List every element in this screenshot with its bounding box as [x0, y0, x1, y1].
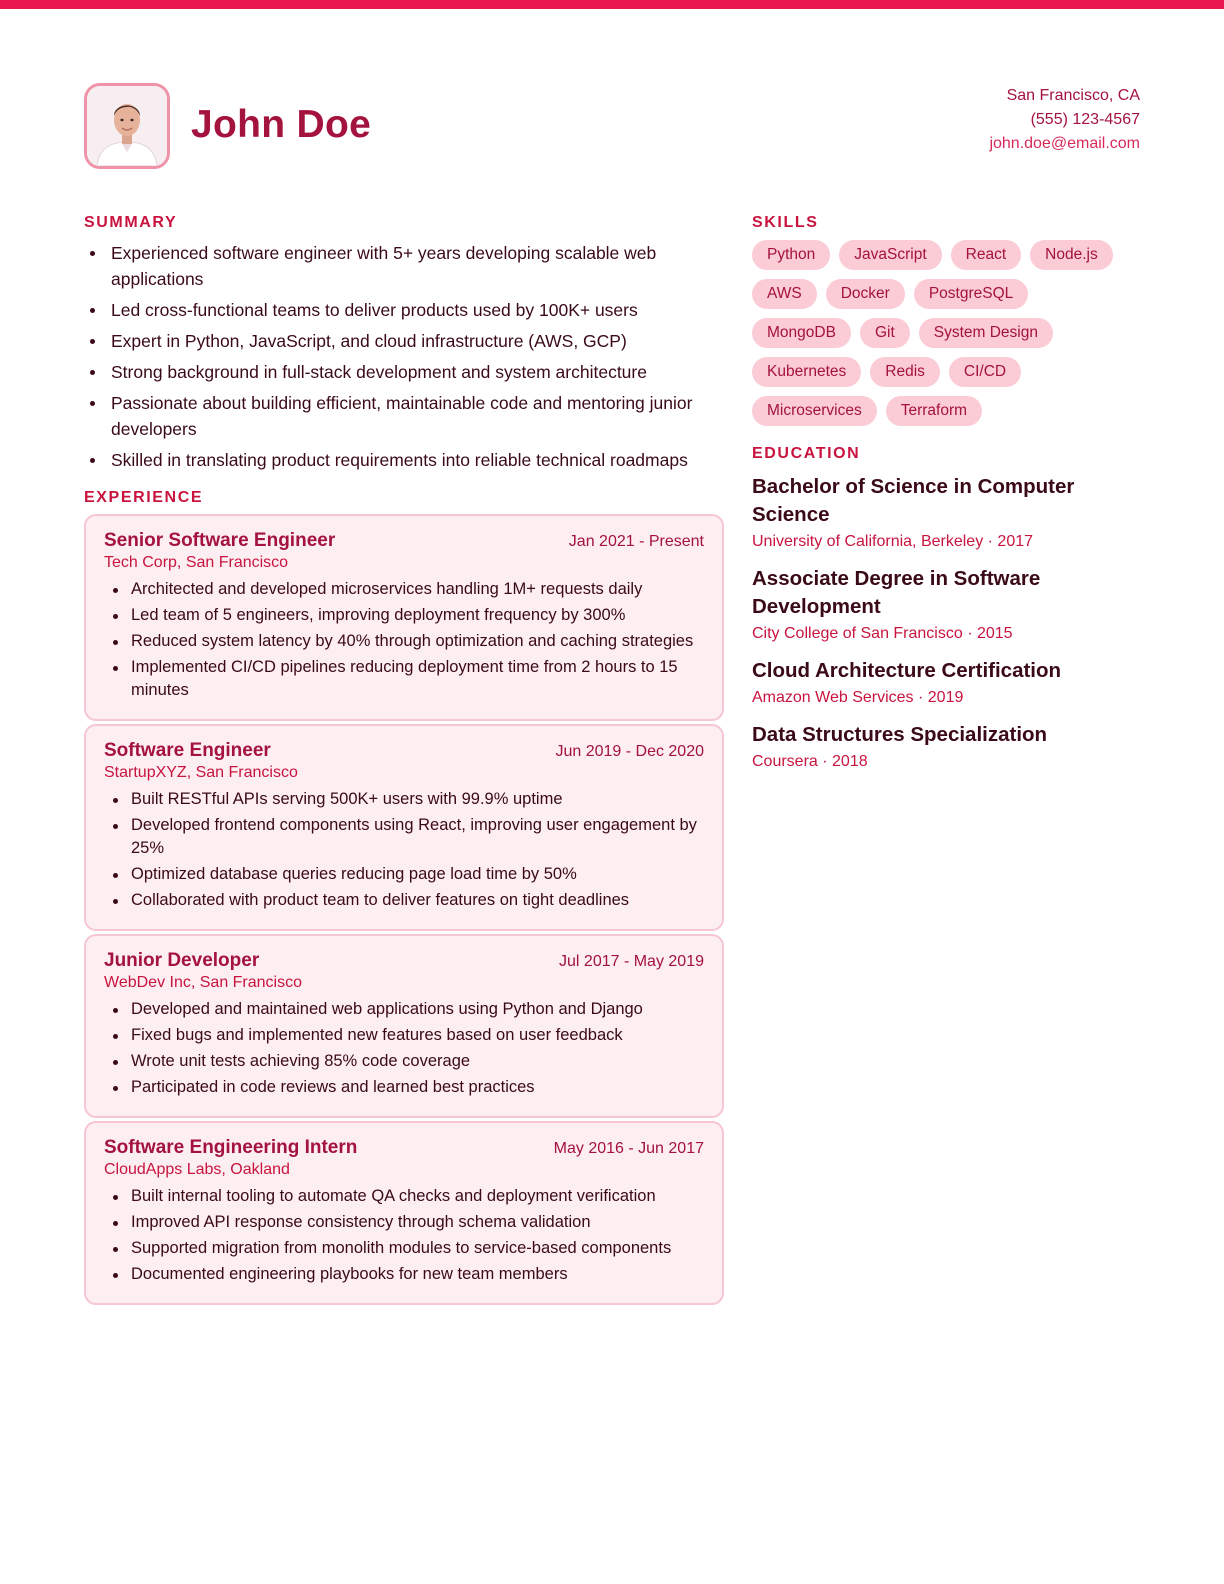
job-dates: May 2016 - Jun 2017 — [553, 1140, 704, 1157]
job-company: WebDev Inc, San Francisco — [104, 974, 303, 991]
job-company: CloudApps Labs, Oakland — [104, 1161, 290, 1178]
profile-photo-icon — [87, 86, 167, 166]
job-bullet: Developed frontend components using React, improving user engagement by 25% — [104, 814, 704, 860]
education-meta: Amazon Web Services · 2019 — [752, 689, 964, 706]
job-bullet: Implemented CI/CD pipelines reducing deployment time from 2 hours to 15 minutes — [104, 656, 704, 702]
job-bullet: Architected and developed microservices handling 1M+ requests daily — [104, 578, 704, 601]
experience-list — [84, 514, 724, 1305]
skills-heading: SKILLS — [752, 214, 819, 231]
skill-chip: Git — [860, 318, 910, 348]
summary-heading: SUMMARY — [84, 214, 178, 231]
skill-chip: Python — [752, 240, 830, 270]
resume-header — [84, 83, 1140, 169]
education-meta: City College of San Francisco · 2015 — [752, 625, 1013, 642]
skill-chip: Terraform — [886, 396, 982, 426]
skill-chip: Docker — [826, 279, 905, 309]
summary-item: Skilled in translating product requirements into reliable technical roadmaps — [84, 447, 724, 473]
skill-chip: Redis — [870, 357, 940, 387]
job-bullet: Led team of 5 engineers, improving deployment frequency by 300% — [104, 604, 704, 627]
education-entry — [752, 721, 1140, 773]
skills-list — [752, 240, 1140, 435]
job-company: StartupXYZ, San Francisco — [104, 764, 298, 781]
skill-chip: CI/CD — [949, 357, 1021, 387]
summary-list — [84, 240, 724, 473]
education-heading: EDUCATION — [752, 445, 861, 462]
job-card — [84, 724, 724, 931]
location-text: San Francisco, CA — [1006, 87, 1140, 104]
skill-chip: System Design — [919, 318, 1053, 348]
education-entry — [752, 657, 1140, 709]
job-dates: Jan 2021 - Present — [568, 533, 704, 550]
right-column — [752, 212, 1140, 773]
job-company: Tech Corp, San Francisco — [104, 554, 289, 571]
job-bullet: Built internal tooling to automate QA checks and deployment verification — [104, 1185, 704, 1208]
education-entry — [752, 565, 1140, 645]
skill-chip: Node.js — [1030, 240, 1113, 270]
skill-chip: Kubernetes — [752, 357, 861, 387]
skill-chip: React — [951, 240, 1022, 270]
left-column — [84, 212, 724, 1305]
skill-chip: PostgreSQL — [914, 279, 1028, 309]
education-entry — [752, 473, 1140, 553]
job-dates: Jul 2017 - May 2019 — [559, 953, 704, 970]
skill-chip: MongoDB — [752, 318, 851, 348]
job-bullet: Built RESTful APIs serving 500K+ users with 99.9% uptime — [104, 788, 704, 811]
job-dates: Jun 2019 - Dec 2020 — [555, 743, 704, 760]
email-link[interactable]: john.doe@email.com — [989, 135, 1140, 152]
education-meta: University of California, Berkeley · 2017 — [752, 533, 1034, 550]
summary-item: Expert in Python, JavaScript, and cloud infrastructure (AWS, GCP) — [84, 328, 724, 354]
experience-heading: EXPERIENCE — [84, 489, 204, 506]
job-card — [84, 1121, 724, 1305]
job-title: Senior Software Engineer — [104, 530, 336, 551]
job-bullet: Developed and maintained web applications using Python and Django — [104, 998, 704, 1021]
education-meta: Coursera · 2018 — [752, 753, 868, 770]
skill-chip: JavaScript — [839, 240, 941, 270]
phone-text: (555) 123-4567 — [1030, 111, 1140, 128]
job-card — [84, 934, 724, 1118]
job-bullet: Fixed bugs and implemented new features based on user feedback — [104, 1024, 704, 1047]
job-bullet: Documented engineering playbooks for new team members — [104, 1263, 704, 1286]
job-bullets — [104, 578, 704, 702]
education-degree: Data Structures Specialization — [752, 723, 1048, 746]
job-title: Junior Developer — [104, 950, 260, 971]
contact-info — [989, 84, 1140, 156]
education-degree: Bachelor of Science in Computer Science — [752, 475, 1075, 526]
summary-item: Experienced software engineer with 5+ years developing scalable web applications — [84, 240, 724, 292]
skill-chip: AWS — [752, 279, 817, 309]
job-bullets — [104, 1185, 704, 1286]
job-bullets — [104, 788, 704, 912]
summary-item: Passionate about building efficient, maintainable code and mentoring junior developers — [84, 390, 724, 442]
job-title: Software Engineer — [104, 740, 271, 761]
summary-item: Led cross-functional teams to deliver products used by 100K+ users — [84, 297, 724, 323]
skill-chip: Microservices — [752, 396, 877, 426]
education-degree: Cloud Architecture Certification — [752, 659, 1062, 682]
avatar — [84, 83, 170, 169]
top-accent-bar — [0, 0, 1224, 9]
job-bullets — [104, 998, 704, 1099]
summary-item: Strong background in full-stack development and system architecture — [84, 359, 724, 385]
job-bullet: Wrote unit tests achieving 85% code coverage — [104, 1050, 704, 1073]
candidate-name: John Doe — [191, 103, 372, 146]
job-card — [84, 514, 724, 721]
education-degree: Associate Degree in Software Development — [752, 567, 1041, 618]
job-bullet: Supported migration from monolith modules to service-based components — [104, 1237, 704, 1260]
job-bullet: Optimized database queries reducing page load time by 50% — [104, 863, 704, 886]
job-bullet: Collaborated with product team to deliver features on tight deadlines — [104, 889, 704, 912]
job-bullet: Improved API response consistency through schema validation — [104, 1211, 704, 1234]
job-bullet: Reduced system latency by 40% through optimization and caching strategies — [104, 630, 704, 653]
job-bullet: Participated in code reviews and learned best practices — [104, 1076, 704, 1099]
job-title: Software Engineering Intern — [104, 1137, 358, 1158]
